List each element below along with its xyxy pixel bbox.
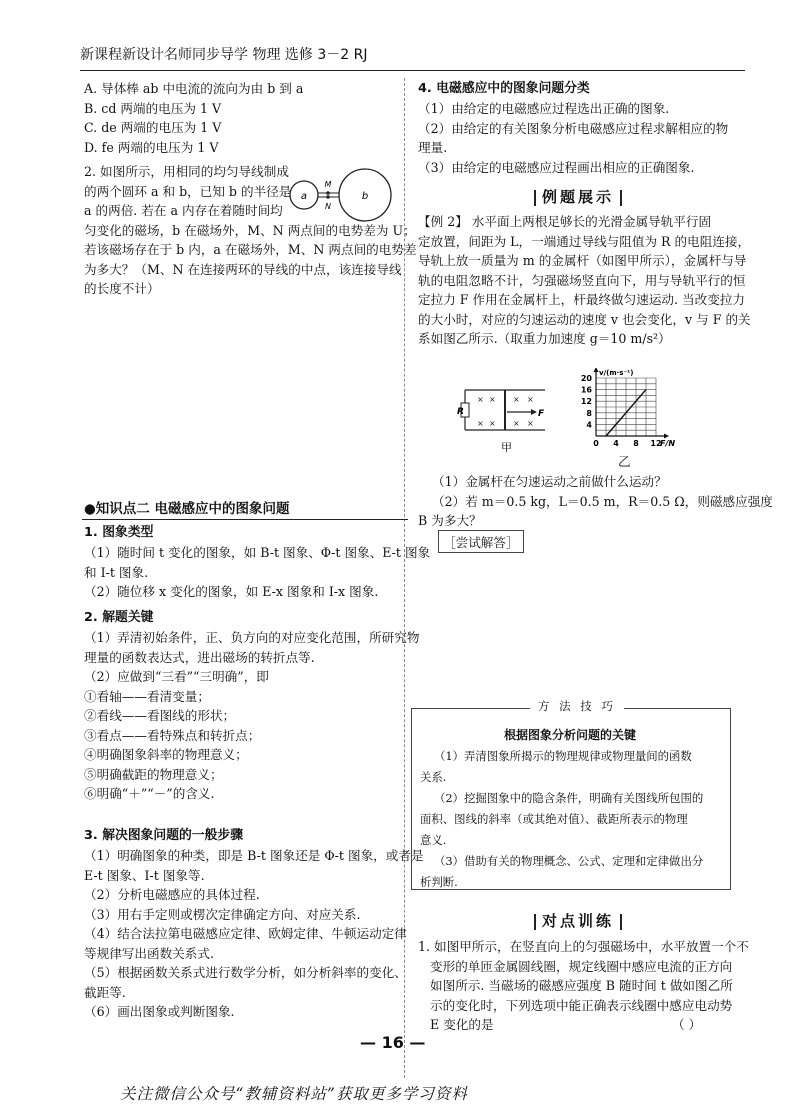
force-label: F bbox=[538, 409, 545, 419]
figure-jia-label: 甲 bbox=[501, 441, 512, 454]
s3-line: （3）用右手定则或楞次定律确定方向、对应关系. bbox=[84, 906, 361, 922]
s1-line: （1）随时间 t 变化的图象，如 B-t 图象、Φ-t 图象、E-t 图象 bbox=[84, 545, 431, 560]
figure-yi-label: 乙 bbox=[618, 454, 631, 469]
option-list bbox=[84, 79, 303, 157]
method-tips-title: 方 法 技 巧 bbox=[530, 698, 624, 714]
s4-line: （2）由给定的有关图象分析电磁感应过程求解相应的物 bbox=[418, 120, 729, 136]
s3-line: （4）结合法拉第电磁感应定律、欧姆定律、牛顿运动定律 bbox=[84, 926, 407, 941]
svg-text:×: × bbox=[513, 395, 520, 404]
n-label: N bbox=[325, 202, 331, 211]
method-tips-content bbox=[420, 724, 720, 893]
rings-figure bbox=[282, 168, 396, 222]
training-line: 如图所示. 当磁场的磁感应强度 B 随时间 t 做如图乙所 bbox=[430, 978, 733, 993]
section-4-heading: 4. 电磁感应中的图象问题分类 bbox=[418, 81, 590, 96]
force-arrowhead bbox=[531, 409, 537, 415]
svg-text:×: × bbox=[477, 395, 484, 404]
y-axis-arrow bbox=[594, 368, 599, 372]
s2-line: （2）应做到“三看”“三明确”，即 bbox=[84, 669, 269, 684]
option-c: C. de 两端的电压为 1 V bbox=[84, 120, 222, 135]
example-line: 【例 2】 水平面上两根足够长的光滑金属导轨平行固 bbox=[418, 214, 712, 229]
figure-jia bbox=[455, 385, 555, 455]
training-line: 1. 如图甲所示，在竖直向上的匀强磁场中，水平放置一个不 bbox=[418, 939, 749, 954]
page-number: — 16 — bbox=[360, 1033, 426, 1052]
section-2-heading: 2. 解题关键 bbox=[84, 610, 154, 625]
method-line: （1）弄清图象所揭示的物理规律或物理量间的函数 bbox=[434, 749, 692, 763]
s3-line: （5）根据函数关系式进行数学分析，如分析斜率的变化、 bbox=[84, 965, 407, 980]
s2-line: ③看点——看特殊点和转折点； bbox=[84, 727, 261, 743]
x-axis-arrow bbox=[664, 434, 669, 439]
training-line: 示的变化时，下列选项中能正确表示线圈中感应电动势 bbox=[430, 997, 733, 1013]
example-line: 的大小时，对应的匀速运动的速度 v 也会变化，v 与 F 的关 bbox=[418, 311, 751, 327]
s1-line: （2）随位移 x 变化的图象，如 E-x 图象和 I-x 图象. bbox=[84, 584, 379, 599]
s4-line: （3）由给定的电磁感应过程画出相应的正确图象. bbox=[418, 159, 695, 175]
x-tick-label: 12 bbox=[650, 439, 662, 448]
svg-text:×: × bbox=[489, 419, 496, 428]
chart-grid bbox=[596, 378, 656, 436]
example-question: （1）金属杆在匀速运动之前做什么运动？ bbox=[432, 474, 667, 489]
svg-text:×: × bbox=[489, 395, 496, 404]
s2-line: ④明确图象斜率的物理意义； bbox=[84, 747, 248, 762]
example-2 bbox=[418, 212, 751, 349]
q2-line: 的长度不计） bbox=[84, 281, 160, 296]
y-tick-label: 8 bbox=[586, 408, 592, 418]
try-answer-label: ［尝试解答］ bbox=[438, 530, 524, 553]
option-d: D. fe 两端的电压为 1 V bbox=[84, 139, 219, 155]
q2-line: 2. 如图所示，用相同的均匀导线制成 bbox=[84, 164, 289, 179]
section-3 bbox=[84, 826, 424, 1022]
example-line: 定放置，间距为 L，一端通过导线与阻值为 R 的电阻连接， bbox=[418, 233, 751, 249]
s2-line: （1）弄清初始条件，正、负方向的对应变化范围，所研究物 bbox=[84, 630, 420, 645]
page-header: 新课程新设计名师同步导学 物理 选修 3－2 RJ bbox=[80, 47, 368, 63]
training-banner bbox=[528, 910, 628, 931]
q2-line: 匀变化的磁场，b 在磁场外，M、N 两点间的电势差为 U； bbox=[84, 222, 416, 238]
method-line: 面积、图线的斜率（或其绝对值）、截距所表示的物理 bbox=[420, 812, 688, 826]
s2-line: ⑤明确截距的物理意义； bbox=[84, 766, 223, 782]
footer-note: 关注微信公众号“教辅资料站”获取更多学习资料 bbox=[120, 1085, 468, 1103]
q2-line: a 的两倍. 若在 a 内存在着随时间均 bbox=[84, 203, 283, 218]
s2-line: ⑥明确“＋”“－”的含义. bbox=[84, 786, 215, 801]
knowledge-point-title: ●知识点二 电磁感应中的图象问题 bbox=[84, 501, 290, 517]
example-banner-text: 例题展示 bbox=[542, 188, 615, 206]
m-label: M bbox=[324, 180, 332, 189]
header-rule bbox=[80, 70, 745, 71]
y-tick-label: 4 bbox=[586, 420, 592, 430]
q2-line: 若该磁场存在于 b 内，a 在磁场外，M、N 两点间的电势差 bbox=[84, 242, 417, 257]
example-banner bbox=[528, 186, 628, 207]
section-1-heading: 1. 图象类型 bbox=[84, 525, 154, 540]
s3-line: （6）画出图象或判断图象. bbox=[84, 1004, 235, 1019]
s3-line: （2）分析电磁感应的具体过程. bbox=[84, 887, 260, 902]
example-line: 轨的电阻忽略不计，匀强磁场竖直向下，用与导轨平行的恒 bbox=[418, 272, 746, 288]
s3-line: （1）明确图象的种类，即是 B-t 图象还是 Φ-t 图象，或者是 bbox=[84, 848, 424, 863]
y-tick-label: 20 bbox=[580, 374, 592, 383]
chart-axes bbox=[594, 368, 670, 439]
svg-text:×: × bbox=[477, 419, 484, 428]
method-line: 关系. bbox=[420, 770, 447, 784]
example-line: 定拉力 F 作用在金属杆上，杆最终做匀速运动. 当改变拉力 bbox=[418, 292, 746, 307]
s3-line: 截距等. bbox=[84, 984, 126, 1000]
x-tick-label: 0 bbox=[593, 439, 599, 448]
example-questions bbox=[418, 472, 773, 531]
method-line: 析判断. bbox=[420, 875, 458, 889]
example-question: （2）若 m＝0.5 kg，L＝0.5 m，R＝0.5 Ω，则磁感应强度 bbox=[432, 493, 773, 509]
q2-line: 为多大？（M、N 在连接两环的导线的中点，该连接导线 bbox=[84, 261, 402, 277]
s2-line: ①看轴——看清变量； bbox=[84, 688, 210, 704]
method-heading: 根据图象分析问题的关键 bbox=[503, 728, 636, 742]
example-question: B 为多大？ bbox=[418, 513, 482, 528]
s2-line: 理量的函数表达式，进出磁场的转折点等. bbox=[84, 649, 315, 665]
point-n bbox=[326, 195, 330, 199]
q2-line: 的两个圆环 a 和 b，已知 b 的半径是 bbox=[84, 183, 292, 199]
section-2 bbox=[84, 608, 419, 804]
section-1 bbox=[84, 523, 430, 602]
s1-line: 和 I-t 图象. bbox=[84, 564, 149, 580]
example-line: 导轨上放一质量为 m 的金属杆（如图甲所示），金属杆与导 bbox=[418, 253, 747, 268]
figure-yi-chart bbox=[572, 368, 684, 460]
training-line: E 变化的是 bbox=[430, 1017, 494, 1032]
s4-line: （1）由给定的电磁感应过程选出正确的图象. bbox=[418, 101, 670, 116]
x-tick-label: 8 bbox=[633, 439, 639, 448]
resistor-label: R bbox=[457, 407, 464, 417]
s3-line: E-t 图象、I-t 图象等. bbox=[84, 867, 205, 883]
x-axis-label: F/N bbox=[660, 439, 676, 448]
option-a: A. 导体棒 ab 中电流的流向为由 b 到 a bbox=[84, 81, 304, 96]
s2-line: ②看线——看图线的形状； bbox=[84, 708, 236, 723]
ring-b-label: b bbox=[361, 191, 369, 202]
chart-ticks bbox=[581, 374, 662, 448]
ring-a-label: a bbox=[300, 191, 308, 202]
y-tick-label: 16 bbox=[580, 385, 592, 395]
training-line: 变形的单匝金属圆线圈，规定线圈中感应电流的正方向 bbox=[430, 958, 733, 974]
y-tick-label: 12 bbox=[580, 397, 592, 407]
section-4 bbox=[418, 79, 728, 177]
y-axis-label: v/(m·s⁻¹) bbox=[599, 369, 634, 377]
method-line: 意义. bbox=[420, 833, 447, 847]
knowledge-point-bar bbox=[82, 491, 408, 520]
answer-blank: （ ） bbox=[672, 1017, 702, 1032]
method-line: （3）借助有关的物理概念、公式、定理和定律做出分 bbox=[434, 854, 704, 868]
x-tick-label: 4 bbox=[613, 439, 619, 448]
s3-line: 等规律写出函数关系式. bbox=[84, 945, 214, 961]
training-banner-text: 对点训练 bbox=[542, 912, 615, 930]
example-line: 系如图乙所示.（取重力加速度 g＝10 m/s²） bbox=[418, 331, 671, 346]
svg-text:×: × bbox=[527, 395, 534, 404]
point-m bbox=[326, 191, 330, 195]
section-3-heading: 3. 解决图象问题的一般步骤 bbox=[84, 828, 243, 843]
option-b: B. cd 两端的电压为 1 V bbox=[84, 100, 222, 116]
svg-text:×: × bbox=[513, 419, 520, 428]
svg-text:×: × bbox=[527, 419, 534, 428]
method-line: （2）挖掘图象中的隐含条件，明确有关图线所包围的 bbox=[434, 791, 704, 805]
s4-line: 理量. bbox=[418, 140, 448, 155]
